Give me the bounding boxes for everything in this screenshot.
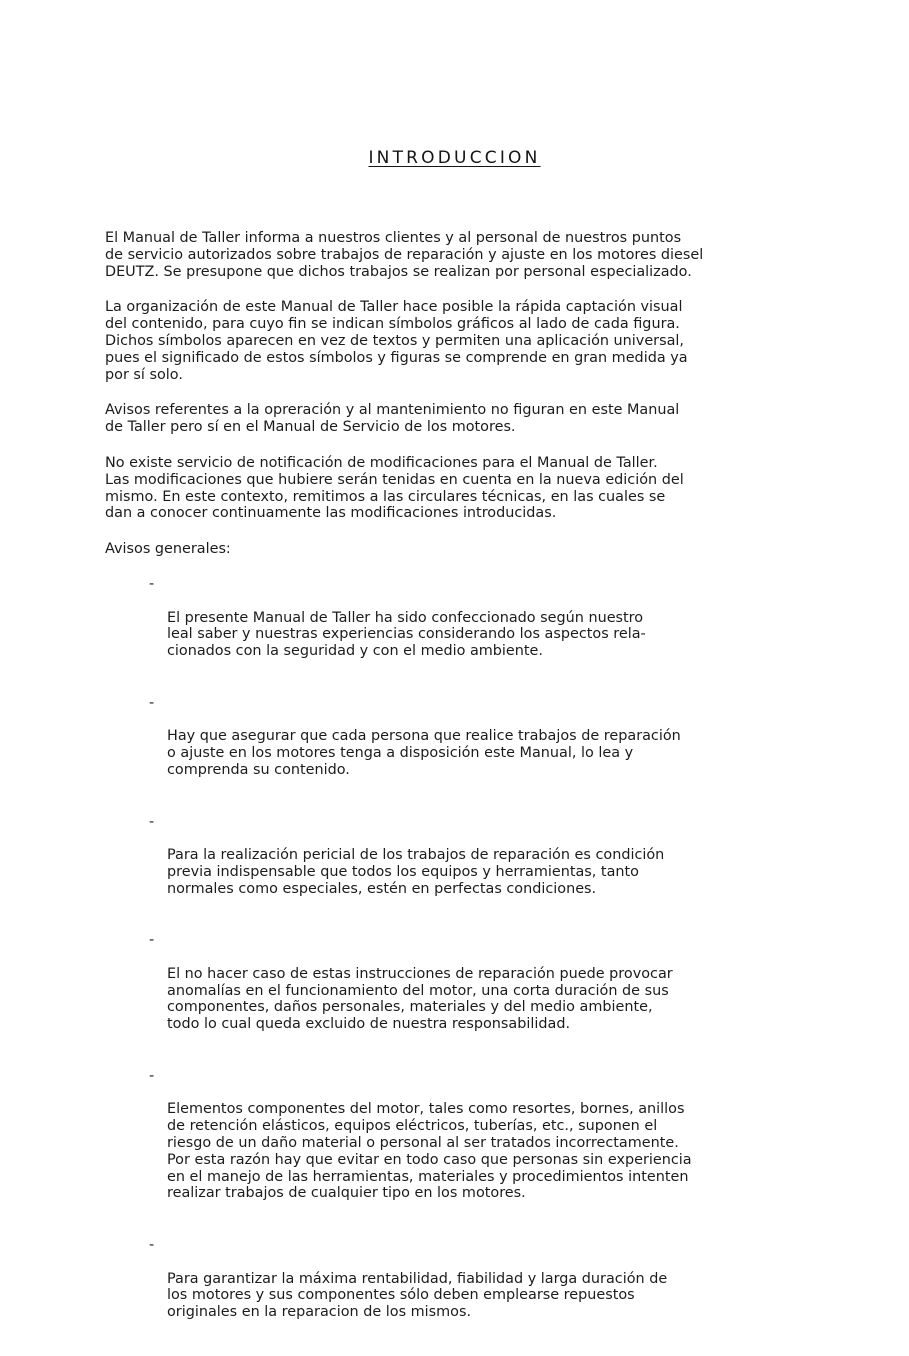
list-item [105,932,795,1050]
list-item [105,695,795,796]
bullet-dash: - [149,813,155,830]
page-title: INTRODUCCION [368,148,541,168]
paragraph-operation-notices: Avisos referentes a la opreración y al mantenimiento no figuran en este Manual de Taller pero sí en el Manual de Servicio de los motores. [105,402,680,436]
list-item-text: Para la realización pericial de los trabajos de reparación es condición previa indispensable que todos los equipos y herramientas, tanto normales como especiales, estén en perfectas condiciones. [167,847,665,897]
general-notices-heading: Avisos generales: [105,541,231,558]
general-notices-list [105,576,795,1338]
paragraph-intro: El Manual de Taller informa a nuestros clientes y al personal de nuestros puntos de servicio autorizados sobre trabajos de reparación y ajuste en los motores diesel DEUTZ. Se presupone que dichos trabajos se realizan por personal especializado. [105,230,704,280]
bullet-dash: - [149,694,155,711]
list-item-text: Elementos componentes del motor, tales como resortes, bornes, anillos de retención elásticos, equipos eléctricos, tuberías, etc., suponen el riesgo de un daño material o personal al ser tratados incorrectamente. Por esta razón hay que evitar en todo caso que personas sin experiencia en el manejo de las herramientas, materiales y procedimientos intenten realizar trabajos de cualquier tipo en los motores. [167,1101,692,1202]
bullet-dash: - [149,1067,155,1084]
bullet-dash: - [149,575,155,592]
list-item-text: El no hacer caso de estas instrucciones de reparación puede provocar anomalías en el funcionamiento del motor, una corta duración de sus componentes, daños personales, materiales y del medio ambiente, todo lo cual queda excluido de nuestra responsabilidad. [167,965,673,1033]
list-item [105,576,795,677]
list-item [105,814,795,915]
paragraph-modifications: No existe servicio de notificación de modificaciones para el Manual de Taller. Las modificaciones que hubiere serán tenidas en cuenta en la nueva edición del mismo. En este contexto, remitimos a las circulares técnicas, en las cuales se dan a conocer continuamente las modificaciones introducidas. [105,454,684,522]
document-body [105,230,795,1356]
list-item [105,1068,795,1219]
bullet-dash: - [149,1237,155,1254]
paragraph-organization: La organización de este Manual de Taller hace posible la rápida captación visual del contenido, para cuyo fin se indican símbolos gráficos al lado de cada figura. Dichos símbolos aparecen en vez de textos y permiten una aplicación universal, pues el significado de estos símbolos y figuras se comprende en gran medida ya por sí solo. [105,299,688,383]
list-item [105,1237,795,1338]
list-item-text: Para garantizar la máxima rentabilidad, fiabilidad y larga duración de los motores y sus componentes sólo deben emplearse repuestos originales en la reparacion de los mismos. [167,1270,668,1321]
list-item-text: Hay que asegurar que cada persona que realice trabajos de reparación o ajuste en los motores tenga a disposición este Manual, lo lea y comprenda su contenido. [167,728,681,778]
list-item-text: El presente Manual de Taller ha sido confeccionado según nuestro leal saber y nuestras experiencias considerando los aspectos rela- cionados con la seguridad y con el medio ambiente. [167,609,646,660]
bullet-dash: - [149,932,155,949]
